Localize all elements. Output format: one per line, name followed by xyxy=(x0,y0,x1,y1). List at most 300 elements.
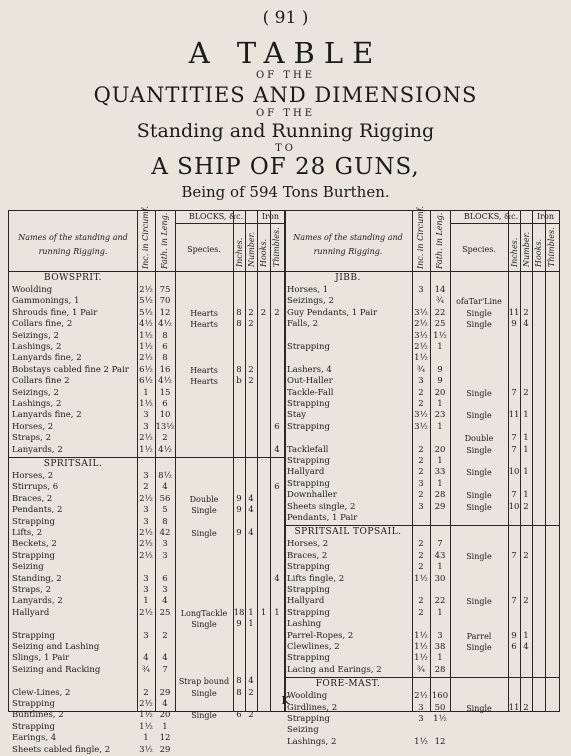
block-number: 1 xyxy=(523,630,529,641)
length-value: 1½ xyxy=(433,714,447,724)
rigging-name: Braces, 2 xyxy=(287,550,328,561)
circumference-value: 6½ xyxy=(139,364,153,375)
length-value: 4½ xyxy=(158,376,172,387)
circumference-value: 1 xyxy=(143,596,149,607)
block-species: Single xyxy=(466,388,492,398)
rigging-name: Seizings, 2 xyxy=(12,330,59,341)
iron-hooks: 1 xyxy=(260,607,267,618)
blocks-header-left: BLOCKS, &c. xyxy=(188,212,244,221)
circumference-value: 2 xyxy=(143,482,149,493)
block-species: Single xyxy=(466,491,492,501)
table-row xyxy=(9,653,284,664)
length-value: 1 xyxy=(437,478,443,489)
circumference-value: 2½ xyxy=(139,433,153,444)
length-value: 4 xyxy=(162,596,168,607)
circumference-value: ¾ xyxy=(141,664,151,675)
block-inches: 11 xyxy=(508,410,520,421)
length-value: 10 xyxy=(159,410,171,421)
circumference-value: 1½ xyxy=(414,630,428,641)
table-row xyxy=(9,585,284,596)
block-number: 2 xyxy=(523,702,529,713)
block-species: Hearts xyxy=(190,365,218,375)
length-value: 2 xyxy=(162,630,168,641)
rigging-name: Parrel-Ropes, 2 xyxy=(287,630,354,641)
title-quantities: QUANTITIES AND DIMENSIONS xyxy=(93,83,478,107)
rigging-name: Hallyard xyxy=(12,607,50,618)
circumference-value: 4 xyxy=(143,653,149,664)
block-species: Single xyxy=(466,597,492,607)
length-value: 13½ xyxy=(155,421,175,432)
table-row xyxy=(9,482,284,493)
rigging-name: Clew-Lines, 2 xyxy=(12,687,71,698)
circumference-value: 2 xyxy=(418,539,424,550)
circumference-value: 2½ xyxy=(139,285,153,295)
circumference-value: 1½ xyxy=(139,330,153,341)
table-row xyxy=(284,551,559,562)
length-value: 16 xyxy=(159,364,171,375)
circumference-value: 1½ xyxy=(414,573,428,584)
block-inches: 7 xyxy=(511,444,517,455)
block-species: Single xyxy=(466,703,492,713)
block-number: 4 xyxy=(248,505,254,516)
circumference-value: 3 xyxy=(143,471,149,481)
block-species: Single xyxy=(466,320,492,330)
table-row xyxy=(9,733,284,744)
table-row xyxy=(9,494,284,505)
block-number: 2 xyxy=(248,687,254,698)
circumference-value: 3 xyxy=(418,702,424,713)
length-value: 50 xyxy=(434,702,446,713)
circumference-value: 4½ xyxy=(139,319,153,330)
length-value: 30 xyxy=(434,573,446,584)
rigging-name: Stirrups, 6 xyxy=(12,482,59,493)
rigging-name: Straps, 2 xyxy=(12,585,51,595)
length-value: 20 xyxy=(434,387,446,398)
title-tons: Being of 594 Tons Burthen. xyxy=(181,183,390,201)
rigging-name: Lanyards fine, 2 xyxy=(12,353,82,364)
hooks-header-right: Hooks. xyxy=(534,238,543,267)
table-row xyxy=(284,296,559,307)
length-value: 4 xyxy=(162,653,168,664)
length-value: 56 xyxy=(159,493,171,504)
block-inches: 6 xyxy=(236,710,242,721)
rigging-name: Bobstays cabled fine 2 Pair xyxy=(12,364,129,375)
length-value: 8 xyxy=(162,516,168,527)
length-value: 12 xyxy=(159,307,171,318)
length-value: 28 xyxy=(434,664,446,675)
block-number: 4 xyxy=(248,528,254,538)
length-value: 14 xyxy=(434,285,446,295)
block-number: 2 xyxy=(248,710,254,721)
table-row xyxy=(9,528,284,539)
block-species: Single xyxy=(466,468,492,478)
rigging-name: Strapping xyxy=(287,653,330,664)
length-value: 1 xyxy=(437,562,443,573)
block-species: Hearts xyxy=(190,320,218,330)
table-row xyxy=(9,619,284,630)
inc-header-right: Inc. in Circumf. xyxy=(416,205,425,269)
table-row xyxy=(9,388,284,399)
table-row xyxy=(9,433,284,444)
table-row xyxy=(284,653,559,664)
length-value: 23 xyxy=(434,410,446,421)
circumference-value: 2 xyxy=(418,490,424,501)
length-value: 5 xyxy=(162,505,168,516)
rigging-name: Strapping xyxy=(287,585,330,595)
rigging-name: Out-Haller xyxy=(287,376,333,387)
table-row xyxy=(9,574,284,585)
length-value: 7 xyxy=(437,539,443,550)
table-row xyxy=(9,308,284,319)
block-species: Single xyxy=(466,643,492,652)
length-value: 4½ xyxy=(158,444,172,455)
rigging-name: Guy Pendants, 1 Pair xyxy=(287,307,378,318)
blocks-subrule xyxy=(450,223,559,224)
rigging-name: Lashings, 2 xyxy=(287,736,337,747)
length-value: ¾ xyxy=(435,296,445,307)
rigging-name: Collars fine, 2 xyxy=(12,319,73,330)
block-species: Parrel xyxy=(466,631,492,641)
circumference-value: 3 xyxy=(143,585,149,595)
length-value: 8 xyxy=(162,353,168,364)
blocks-header-right: BLOCKS, &c. xyxy=(463,212,519,221)
block-species: Single xyxy=(466,308,492,318)
block-number: 4 xyxy=(248,676,254,687)
block-inches: 7 xyxy=(511,387,517,398)
rigging-name: Horses, 2 xyxy=(12,471,54,481)
table-row xyxy=(284,456,559,467)
table-row xyxy=(9,353,284,364)
table-row xyxy=(9,631,284,642)
table-row xyxy=(284,353,559,364)
names-header-left: Names of the standing and running Rigging. xyxy=(18,233,128,256)
block-number: 2 xyxy=(248,319,254,330)
table-row xyxy=(9,331,284,342)
block-inches: 8 xyxy=(236,319,242,330)
rigging-name: Earings, 4 xyxy=(12,733,57,744)
block-number: 4 xyxy=(248,493,254,504)
circumference-value: 2½ xyxy=(139,528,153,538)
length-value: 22 xyxy=(434,596,446,607)
length-value: 8½ xyxy=(158,471,172,481)
rigging-name: Beckets, 2 xyxy=(12,539,57,550)
length-value: 12 xyxy=(159,733,171,744)
rigging-name: Lashings, 2 xyxy=(12,342,62,352)
circumference-value: 1½ xyxy=(139,710,153,721)
circumference-value: 3 xyxy=(418,478,424,489)
circumference-value: 3 xyxy=(143,630,149,641)
block-inches: 9 xyxy=(236,493,242,504)
table-row xyxy=(9,285,284,296)
circumference-value: 3 xyxy=(418,376,424,387)
rigging-name: Horses, 2 xyxy=(12,421,54,432)
block-number: 2 xyxy=(523,387,529,398)
table-row xyxy=(284,596,559,607)
rigging-name: Lanyards fine, 2 xyxy=(12,410,82,421)
circumference-value: 1½ xyxy=(414,736,428,747)
title-a-table: A TABLE xyxy=(188,36,383,70)
table-row xyxy=(9,471,284,482)
rigging-name: Strapping xyxy=(12,721,55,732)
rigging-name: Strapping xyxy=(287,607,330,618)
length-value: 6 xyxy=(162,573,168,584)
rigging-name: Falls, 2 xyxy=(287,319,318,330)
block-species: Single xyxy=(191,620,217,630)
rigging-name: Woolding xyxy=(12,285,53,295)
length-value: 22 xyxy=(434,307,446,318)
circumference-value: 1 xyxy=(143,387,149,398)
table-row xyxy=(9,539,284,550)
rigging-name: Strapping xyxy=(287,456,330,466)
length-value: 29 xyxy=(159,687,171,698)
length-value: 3 xyxy=(162,585,168,595)
circumference-value: 2 xyxy=(143,687,149,698)
length-value: 42 xyxy=(159,528,171,538)
length-value: 29 xyxy=(159,744,171,755)
table-row xyxy=(284,365,559,376)
title-rigging: Standing and Running Rigging xyxy=(136,120,435,142)
table-row xyxy=(284,562,559,573)
length-value: 6 xyxy=(162,399,168,409)
rigging-name: Strapping xyxy=(12,516,55,527)
block-inches: 18 xyxy=(233,607,245,618)
block-number: 2 xyxy=(523,307,529,318)
block-number: 2 xyxy=(248,376,254,387)
section-title: BOWSPRIT. xyxy=(43,273,102,283)
length-value: 6 xyxy=(162,342,168,352)
table-row xyxy=(284,608,559,619)
rigging-name: Strapping xyxy=(12,630,55,641)
rigging-name: Strapping xyxy=(287,342,330,352)
rigging-name: Slings, 1 Pair xyxy=(12,653,70,664)
table-row xyxy=(9,608,284,619)
circumference-value: 1½ xyxy=(139,399,153,409)
table-row xyxy=(284,642,559,653)
length-value: 3 xyxy=(437,630,443,641)
table-row xyxy=(284,410,559,421)
block-number: 2 xyxy=(523,501,529,512)
circumference-value: 2 xyxy=(418,596,424,607)
circumference-value: 3½ xyxy=(414,421,428,432)
length-value: 4 xyxy=(162,699,168,709)
block-inches: 10 xyxy=(508,501,520,512)
table-row xyxy=(284,433,559,444)
length-value: 8 xyxy=(162,330,168,341)
block-number: 2 xyxy=(248,307,254,318)
block-inches: 11 xyxy=(508,702,520,713)
length-value: 1 xyxy=(437,653,443,664)
block-inches: 9 xyxy=(236,619,242,630)
circumference-value: 2½ xyxy=(139,550,153,561)
section-rule xyxy=(284,677,559,678)
table-row xyxy=(284,376,559,387)
circumference-value: 3½ xyxy=(414,330,428,341)
circumference-value: 1½ xyxy=(414,642,428,652)
block-inches: 6 xyxy=(511,642,517,652)
table-row xyxy=(284,665,559,676)
inc-header-left: Inc. in Circumf. xyxy=(141,205,150,269)
header-rule xyxy=(9,271,559,272)
table-row xyxy=(284,285,559,296)
rigging-name: Strapping xyxy=(12,699,55,709)
block-number: 2 xyxy=(523,596,529,607)
rigging-name: Stay xyxy=(287,410,307,421)
length-value: 25 xyxy=(159,607,171,618)
circumference-value: 1½ xyxy=(414,653,428,664)
circumference-value: 1½ xyxy=(414,353,428,364)
rigging-name: Downhaller xyxy=(287,490,337,501)
table-row xyxy=(284,631,559,642)
block-inches: 9 xyxy=(511,319,517,330)
rigging-name: Woolding xyxy=(287,691,328,702)
block-number: 1 xyxy=(523,410,529,421)
rigging-name: Tacklefall xyxy=(287,444,329,455)
rigging-name: Seizing xyxy=(287,725,319,736)
rigging-name: Lashing xyxy=(287,619,322,630)
rigging-name: Strapping xyxy=(287,421,330,432)
block-species: Single xyxy=(466,551,492,561)
length-value: 3 xyxy=(162,539,168,550)
table-row xyxy=(9,445,284,456)
rigging-name: Seizings, 2 xyxy=(287,296,334,307)
title-ship: A SHIP OF 28 GUNS, xyxy=(151,154,420,180)
table-row xyxy=(9,319,284,330)
table-row xyxy=(9,551,284,562)
circumference-value: 5½ xyxy=(139,296,153,307)
section-title: JIBB. xyxy=(335,273,361,283)
table-row xyxy=(284,399,559,410)
length-value: 1 xyxy=(437,342,443,352)
table-row xyxy=(9,422,284,433)
length-value: 15 xyxy=(159,387,171,398)
block-inches: 7 xyxy=(511,550,517,561)
table-row xyxy=(284,502,559,513)
table-row xyxy=(284,445,559,456)
table-row xyxy=(284,585,559,596)
table-row xyxy=(284,619,559,630)
table-row xyxy=(9,376,284,387)
page-number: ( 91 ) xyxy=(262,8,309,28)
section-title: SPRITSAIL TOPSAIL. xyxy=(294,527,402,538)
rigging-name: Lanyards, 2 xyxy=(12,596,63,607)
table-row xyxy=(284,725,559,736)
block-species: Single xyxy=(191,688,217,698)
circumference-value: 2½ xyxy=(139,493,153,504)
circumference-value: 3 xyxy=(418,285,424,295)
circumference-value: 2 xyxy=(418,456,424,466)
circumference-value: ¾ xyxy=(416,364,426,375)
block-inches: 10 xyxy=(508,467,520,478)
block-number: 1 xyxy=(248,619,254,630)
block-species: ofaTar'Line xyxy=(456,297,502,307)
circumference-value: 3 xyxy=(143,421,149,432)
inches-header-right: Inches. xyxy=(510,237,519,267)
title-of-the-2: OF THE xyxy=(255,108,315,119)
number-header-left: Number. xyxy=(247,231,256,267)
block-number: 1 xyxy=(523,444,529,455)
circumference-value: 3 xyxy=(143,505,149,516)
circumference-value: 2½ xyxy=(139,353,153,364)
length-value: 160 xyxy=(431,691,449,702)
block-inches: 7 xyxy=(511,433,517,444)
block-inches: b xyxy=(236,376,242,387)
circumference-value: 2 xyxy=(418,562,424,573)
table-row xyxy=(9,596,284,607)
title-of-the-1: OF THE xyxy=(255,70,315,81)
circumference-value: 3½ xyxy=(414,307,428,318)
block-inches: 9 xyxy=(236,528,242,538)
circumference-value: 2 xyxy=(418,399,424,409)
block-inches: 8 xyxy=(236,364,242,375)
length-value: 33 xyxy=(434,467,446,478)
block-species: Double xyxy=(189,494,219,504)
circumference-value: 6½ xyxy=(139,376,153,387)
title-to: TO xyxy=(275,143,296,154)
length-value: 70 xyxy=(159,296,171,307)
block-inches: 9 xyxy=(511,630,517,641)
thimbles-header-left: Thimbles. xyxy=(272,227,281,267)
length-value: 20 xyxy=(434,444,446,455)
length-value: 20 xyxy=(159,710,171,721)
table-row xyxy=(9,296,284,307)
section-title: SPRITSAIL. xyxy=(43,459,103,469)
table-row xyxy=(284,342,559,353)
length-value: 38 xyxy=(434,642,446,652)
block-inches: 8 xyxy=(236,676,242,687)
table-row xyxy=(284,308,559,319)
circumference-value: 2½ xyxy=(414,319,428,330)
length-value: 29 xyxy=(434,501,446,512)
rigging-name: Horses, 1 xyxy=(287,285,329,295)
block-species: LongTackle xyxy=(180,608,228,618)
circumference-value: 2½ xyxy=(414,691,428,702)
circumference-value: 2½ xyxy=(139,607,153,618)
table-row xyxy=(9,665,284,676)
table-row xyxy=(9,722,284,733)
circumference-value: 2 xyxy=(418,550,424,561)
length-value: 9 xyxy=(437,364,443,375)
length-value: 9 xyxy=(437,376,443,387)
table-row xyxy=(284,737,559,748)
block-number: 2 xyxy=(523,550,529,561)
rigging-name: Hallyard xyxy=(287,467,325,478)
fath-header-left: Fath. in Leng. xyxy=(160,212,169,269)
iron-thimbles: 4 xyxy=(274,444,280,455)
iron-thimbles: 6 xyxy=(274,421,280,432)
rigging-name: Seizing xyxy=(12,562,44,573)
fath-header-right: Fath. in Leng. xyxy=(435,212,444,269)
circumference-value: 3 xyxy=(143,573,149,584)
length-value: 4½ xyxy=(158,319,172,330)
length-value: 4 xyxy=(162,482,168,493)
table-row xyxy=(9,505,284,516)
circumference-value: 2½ xyxy=(139,699,153,709)
rigging-name: Gammonings, 1 xyxy=(12,296,80,307)
table-row xyxy=(9,642,284,653)
rigging-name: Clewlines, 2 xyxy=(287,642,340,652)
hooks-header-left: Hooks. xyxy=(259,238,268,267)
section-rule xyxy=(9,457,284,458)
length-value: 1½ xyxy=(433,330,447,341)
rigging-name: Strapping xyxy=(287,562,330,573)
blocks-subrule xyxy=(175,223,284,224)
circumference-value: 2 xyxy=(418,467,424,478)
circumference-value: 5½ xyxy=(139,307,153,318)
length-value: 1 xyxy=(437,399,443,409)
block-number: 1 xyxy=(523,433,529,444)
length-value: 1 xyxy=(162,721,168,732)
block-inches: 7 xyxy=(511,596,517,607)
